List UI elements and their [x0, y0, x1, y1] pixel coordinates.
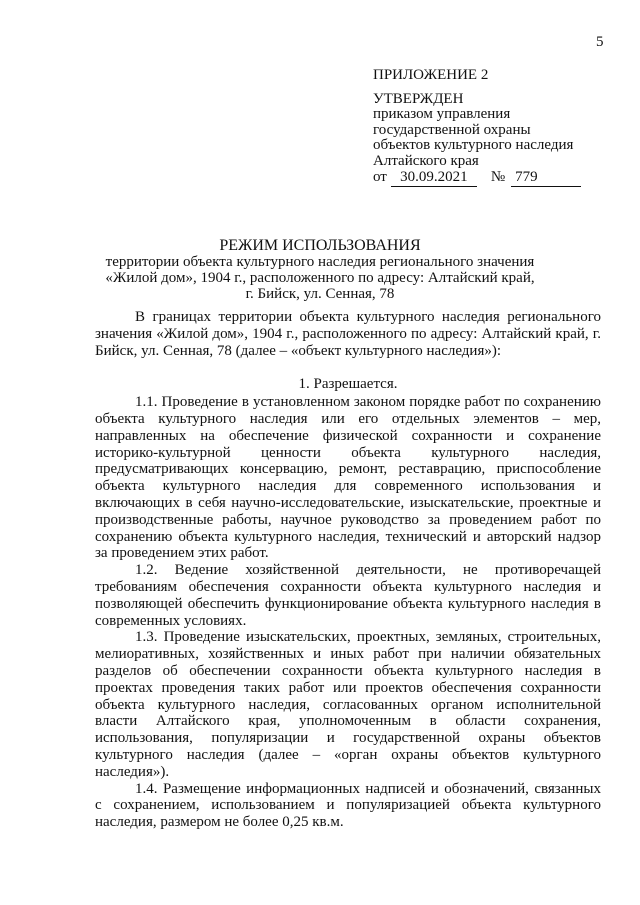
- approval-line: государственной охраны: [373, 121, 531, 138]
- section-title: 1. Разрешается.: [298, 376, 398, 393]
- date-number-row: [373, 170, 581, 187]
- document-heading: [0, 238, 640, 302]
- clause-paragraph: 1.4. Размещение информационных надписей и обозначений, связанных с сохранением, использованием и популяризацией объекта культурного наследия, размером не более 0,25 кв.м.: [95, 780, 601, 831]
- page-number: 5: [596, 34, 604, 50]
- approval-block: [373, 68, 581, 187]
- clause-paragraph: 1.3. Проведение изыскательских, проектных, земляных, строительных, мелиоративных, хозяйственных и иных работ при наличии обязательных разделов об обеспечении сохранности объекта культурного наследия в проектах проведения таких работ или проектов обеспечения сохранности объекта культурного наследия, согласованных органом исполнительной власти Алтайского края, уполномоченным в области сохранения, использования, популяризации и государственной охраны объектов культурного наследия (далее – «орган охраны объектов культурного наследия»).: [95, 629, 601, 780]
- approval-line: объектов культурного наследия: [373, 137, 574, 153]
- appendix-label: ПРИЛОЖЕНИЕ 2: [373, 67, 489, 83]
- clause-paragraph: 1.2. Ведение хозяйственной деятельности, не противоречащей требованиям обеспечения сохранности объекта культурного наследия и позволяющей обеспечить функционирование объекта культурного наследия в современных условиях.: [95, 562, 601, 629]
- document-body: [95, 309, 601, 831]
- date-label: от: [373, 169, 387, 185]
- heading-line: «Жилой дом», 1904 г., расположенного по адресу: Алтайский край,: [105, 270, 535, 286]
- heading-line: г. Бийск, ул. Сенная, 78: [245, 286, 395, 302]
- heading-line: территории объекта культурного наследия регионального значения: [105, 254, 535, 270]
- order-date: 30.09.2021: [391, 170, 477, 187]
- order-number: 779: [511, 170, 581, 187]
- document-title: РЕЖИМ ИСПОЛЬЗОВАНИЯ: [219, 237, 421, 254]
- clause-paragraph: 1.1. Проведение в установленном законом порядке работ по сохранению объекта культурного наследия или его отдельных элементов – мер, направленных на обеспечение физической сохранности и сохранение историко-культурной ценности объекта культурного наследия, предусматривающих консервацию, ремонт, реставрацию, приспособление объекта культурного наследия для современного использования и включающих в себя научно-исследовательские, изыскательские, проектные и производственные работы, научное руководство за проведением работ по сохранению объекта культурного наследия, технический и авторский надзор за проведением этих работ.: [95, 394, 601, 562]
- intro-paragraph: В границах территории объекта культурного наследия регионального значения «Жилой дом», 1904 г., расположенного по адресу: Алтайский край, г. Бийск, ул. Сенная, 78 (далее – «объект культурного наследия»):: [95, 309, 601, 359]
- number-label: №: [490, 169, 506, 185]
- approval-line: приказом управления: [373, 106, 511, 122]
- approval-line: Алтайского края: [373, 152, 479, 169]
- approved-label: УТВЕРЖДЕН: [373, 90, 464, 107]
